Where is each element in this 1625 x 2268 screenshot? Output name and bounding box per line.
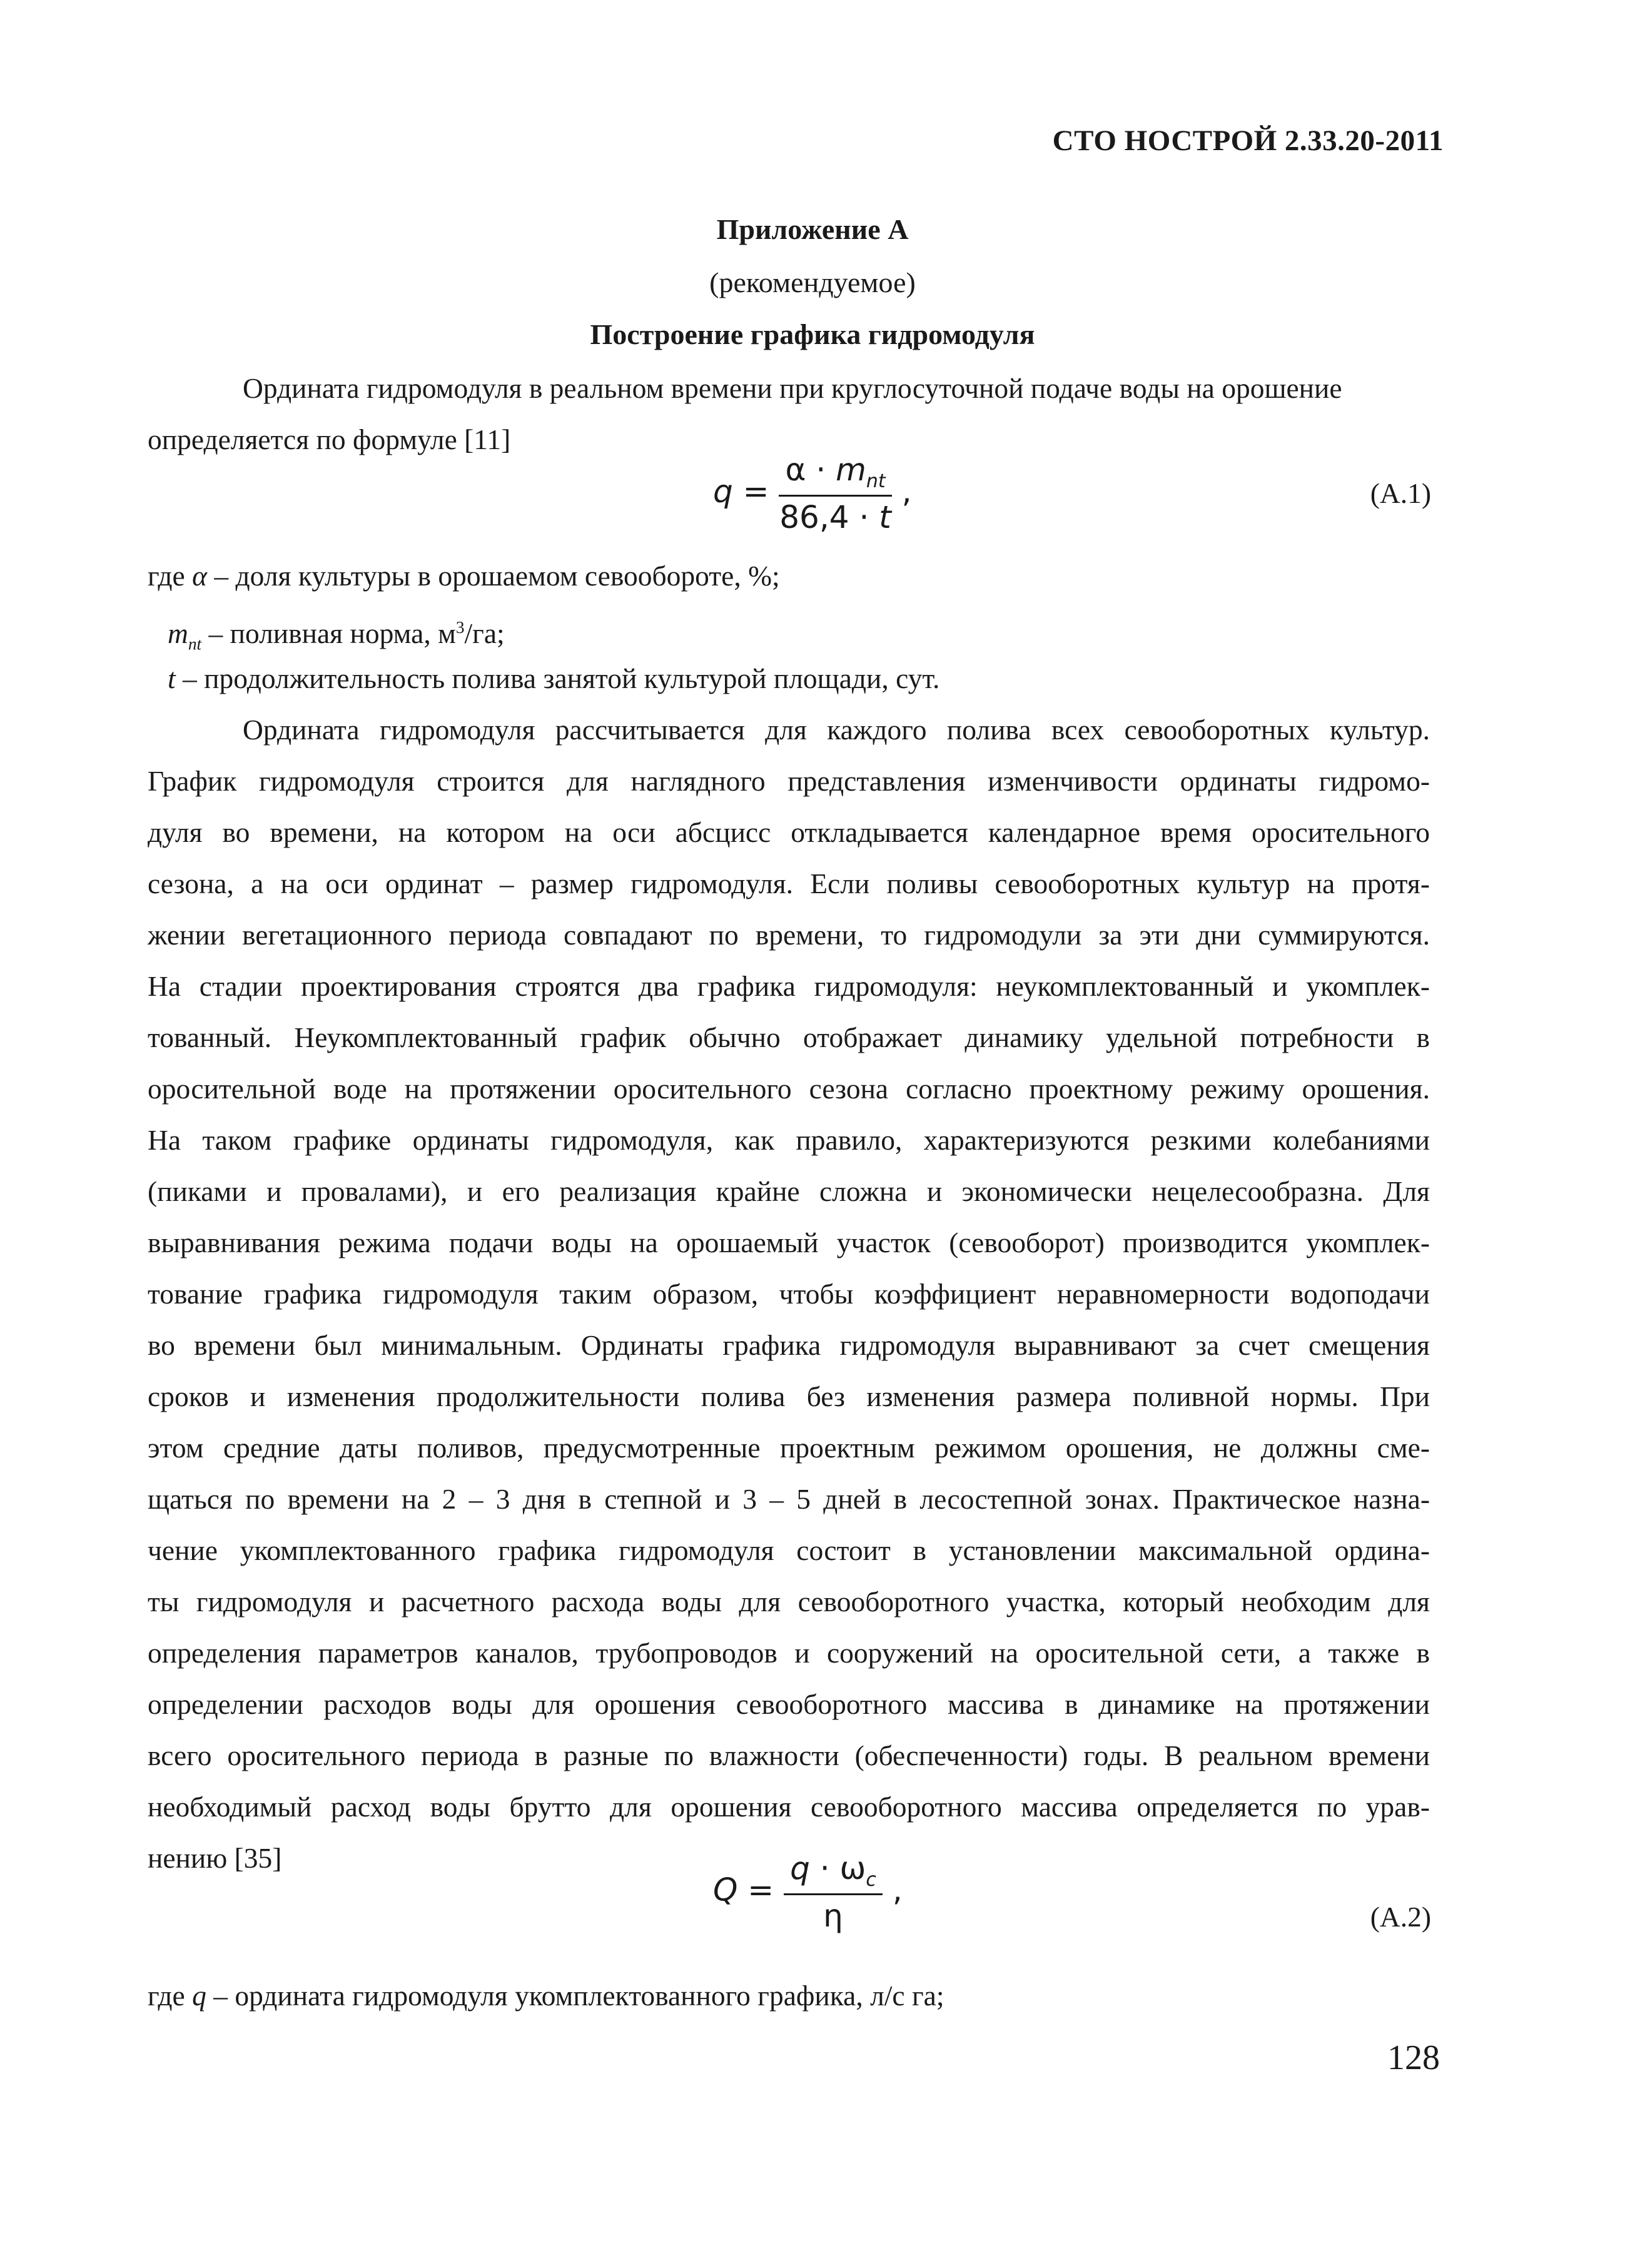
formula-a2-numerator xyxy=(784,1850,883,1895)
formula-a1-alpha: α xyxy=(785,452,806,488)
definition-q-symbol: q xyxy=(192,1980,206,2012)
formula-a2-q: q xyxy=(790,1850,810,1886)
formula-a1-fraction xyxy=(779,452,891,535)
body-line: определении расходов воды для орошения севооборотного массива в динамике на протяжении xyxy=(148,1688,1430,1720)
definition-mnt-end: /га; xyxy=(464,617,505,650)
appendix-title: Приложение А xyxy=(716,213,909,245)
body-line: нению [35] xyxy=(148,1842,282,1874)
body-line: (пиками и провалами), и его реализация крайне сложна и экономически нецелесообразна. Для xyxy=(148,1175,1430,1207)
appendix-status: (рекомендуемое) xyxy=(709,266,916,298)
body-line: тование графика гидромодуля таким образом, чтобы коэффициент неравномерности водоподачи xyxy=(148,1278,1430,1310)
intro-line-2: определяется по формуле [11] xyxy=(148,423,511,455)
formula-a1-dot: · xyxy=(816,452,826,488)
body-line: необходимый расход воды брутто для орошения севооборотного массива определяется по урав- xyxy=(148,1791,1430,1823)
body-line: График гидромодуля строится для наглядного представления изменчивости ординаты гидромо- xyxy=(148,765,1430,797)
definition-t-text: – продолжительность полива занятой культурой площади, сут. xyxy=(175,662,940,694)
formula-a2-omega: ω xyxy=(839,1850,866,1886)
formula-a1-den-t: t xyxy=(879,499,891,535)
definition-mnt-sub: nt xyxy=(188,634,202,654)
body-line: сезона, а на оси ординат – размер гидромодуля. Если поливы севооборотных культур на протя- xyxy=(148,868,1430,899)
formula-a1-number: (А.1) xyxy=(1370,477,1431,509)
formula-a2-number: (А.2) xyxy=(1370,1901,1431,1933)
page-number: 128 xyxy=(1387,2038,1440,2077)
definition-mnt-text: – поливная норма, м xyxy=(201,617,456,650)
definition-t-symbol: t xyxy=(168,662,176,694)
body-line: всего оросительного периода в разные по влажности (обеспеченности) годы. В реальном времени xyxy=(148,1739,1430,1771)
definition-mnt-sup: 3 xyxy=(455,618,465,637)
intro-line-1: Ордината гидромодуля в реальном времени при круглосуточной подаче воды на орошение xyxy=(243,372,1342,404)
body-line: во времени был минимальным. Ординаты графика гидромодуля выравнивают за счет смещения xyxy=(148,1329,1430,1361)
formula-a2-denominator xyxy=(784,1895,883,1934)
definition-mnt-symbol: m xyxy=(168,617,188,650)
body-line: чение укомплектованного графика гидромодуля состоит в установлении максимальной ордина- xyxy=(148,1534,1430,1566)
body-line: этом средние даты поливов, предусмотренные проектным режимом орошения, не должны сме- xyxy=(148,1432,1430,1464)
body-line: жении вегетационного периода совпадают по времени, то гидромодули за эти дни суммируются. xyxy=(148,919,1430,951)
definition-alpha xyxy=(148,550,1430,602)
formula-a1-numerator xyxy=(779,452,891,497)
formula-a1-m: m xyxy=(836,452,866,488)
definition-q-text: – ордината гидромодуля укомплектованного графика, л/с га; xyxy=(206,1980,944,2012)
body-line: оросительной воде на протяжении оросительного сезона согласно проектному режиму орошения. xyxy=(148,1073,1430,1105)
formula-a1-denominator xyxy=(779,497,891,535)
definition-alpha-symbol: α xyxy=(192,560,208,592)
definition-t xyxy=(168,653,1450,704)
formula-a2-lhs: Q xyxy=(713,1871,738,1908)
formula-a1-lhs: q xyxy=(713,473,733,510)
body-line: сроков и изменения продолжительности полива без изменения размера поливной нормы. При xyxy=(148,1380,1430,1412)
formula-a2-eta: η xyxy=(823,1898,843,1934)
body-line: выравнивания режима подачи воды на орошаемый участок (севооборот) производится укомплек- xyxy=(148,1227,1430,1258)
formula-a1-den-dot: · xyxy=(859,499,869,535)
formula-a2-omega-sub: c xyxy=(866,1869,876,1891)
formula-a2-dot: · xyxy=(819,1850,830,1886)
body-line: определения параметров каналов, трубопроводов и сооружений на оросительной сети, а также в xyxy=(148,1637,1430,1669)
body-line: щаться по времени на 2 – 3 дня в степной и 3 – 5 дней в лесостепной зонах. Практическое назна- xyxy=(148,1483,1430,1515)
document-code-header: СТО НОСТРОЙ 2.33.20-2011 xyxy=(1052,124,1444,157)
definition-q xyxy=(148,1970,1430,2022)
body-line: На стадии проектирования строятся два графика гидромодуля: неукомплектованный и укомплек- xyxy=(148,970,1430,1002)
formula-a2-comma: , xyxy=(892,1871,903,1908)
definition-prefix: где xyxy=(148,560,193,592)
body-line: дуля во времени, на котором на оси абсцисс откладывается календарное время оросительного xyxy=(148,816,1430,848)
appendix-heading: Построение графика гидромодуля xyxy=(590,318,1035,350)
definition-alpha-text: – доля культуры в орошаемом севообороте, %; xyxy=(207,560,780,592)
formula-a2-equals: = xyxy=(747,1871,774,1908)
formula-a1-m-sub: nt xyxy=(866,470,886,492)
formula-a1 xyxy=(713,452,911,535)
formula-a2-fraction xyxy=(784,1850,883,1934)
formula-a1-equals: = xyxy=(742,473,769,510)
body-line: На таком графике ординаты гидромодуля, как правило, характеризуются резкими колебаниями xyxy=(148,1124,1430,1156)
body-line: тованный. Неукомплектованный график обычно отображает динамику удельной потребности в xyxy=(148,1021,1430,1053)
body-line: ты гидромодуля и расчетного расхода воды для севооборотного участка, который необходим для xyxy=(148,1586,1430,1617)
formula-a1-comma: , xyxy=(901,473,912,510)
definition-prefix: где xyxy=(148,1980,193,2012)
body-line: Ордината гидромодуля рассчитывается для каждого полива всех севооборотных культур. xyxy=(243,714,1430,746)
formula-a1-den-number: 86,4 xyxy=(779,499,849,535)
formula-a2 xyxy=(713,1850,903,1934)
